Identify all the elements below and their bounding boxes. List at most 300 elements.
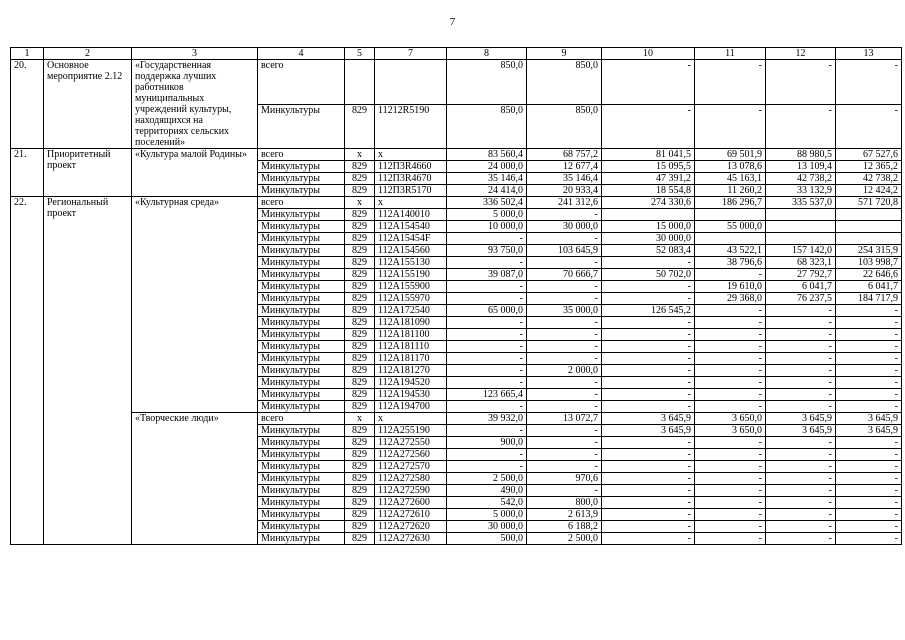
amount-cell: 39 087,0 xyxy=(447,269,527,281)
section-type: Региональный проект xyxy=(44,197,132,545)
amount-cell: 3 645,9 xyxy=(766,425,836,437)
amount-cell: 335 537,0 xyxy=(766,197,836,209)
amount-cell: - xyxy=(836,365,902,377)
amount-cell: - xyxy=(602,281,695,293)
grbs-cell: 829 xyxy=(345,353,375,365)
amount-cell: 10 000,0 xyxy=(447,221,527,233)
amount-cell xyxy=(766,233,836,245)
grbs-cell: 829 xyxy=(345,257,375,269)
kbk-cell: 112A155130 xyxy=(375,257,447,269)
amount-cell: - xyxy=(527,257,602,269)
amount-cell: - xyxy=(527,389,602,401)
grbs-cell: 829 xyxy=(345,173,375,185)
kbk-cell: 112A272560 xyxy=(375,449,447,461)
amount-cell: 3 650,0 xyxy=(695,413,766,425)
amount-cell: - xyxy=(695,317,766,329)
amount-cell: - xyxy=(447,365,527,377)
executor-cell: Минкультуры xyxy=(258,353,345,365)
executor-cell: Минкультуры xyxy=(258,245,345,257)
amount-cell: 20 933,4 xyxy=(527,185,602,197)
amount-cell: 68 757,2 xyxy=(527,149,602,161)
kbk-cell: 112A181090 xyxy=(375,317,447,329)
grbs-cell: 829 xyxy=(345,293,375,305)
executor-cell: Минкультуры xyxy=(258,281,345,293)
amount-cell: - xyxy=(527,317,602,329)
amount-cell: - xyxy=(602,401,695,413)
amount-cell: 76 237,5 xyxy=(766,293,836,305)
kbk-cell: 112A272580 xyxy=(375,473,447,485)
amount-cell: 5 000,0 xyxy=(447,509,527,521)
executor-cell: Минкультуры xyxy=(258,257,345,269)
section-number: 22. xyxy=(11,197,44,545)
amount-cell: - xyxy=(527,293,602,305)
amount-cell: 27 792,7 xyxy=(766,269,836,281)
amount-cell xyxy=(836,209,902,221)
amount-cell: - xyxy=(447,353,527,365)
amount-cell: - xyxy=(766,533,836,545)
kbk-cell: 112A272610 xyxy=(375,509,447,521)
amount-cell: - xyxy=(447,401,527,413)
amount-cell: 970,6 xyxy=(527,473,602,485)
executor-cell: Минкультуры xyxy=(258,269,345,281)
amount-cell: 43 522,1 xyxy=(695,245,766,257)
amount-cell: - xyxy=(695,377,766,389)
amount-cell: - xyxy=(602,60,695,105)
amount-cell: 42 738,2 xyxy=(766,173,836,185)
amount-cell: - xyxy=(695,509,766,521)
amount-cell: 3 645,9 xyxy=(836,425,902,437)
grbs-cell: 829 xyxy=(345,341,375,353)
column-header: 5 xyxy=(345,48,375,60)
executor-cell: Минкультуры xyxy=(258,437,345,449)
amount-cell: - xyxy=(766,353,836,365)
amount-cell: 3 645,9 xyxy=(602,425,695,437)
grbs-cell: 829 xyxy=(345,461,375,473)
amount-cell: - xyxy=(766,461,836,473)
amount-cell: - xyxy=(602,389,695,401)
amount-cell: 103 998,7 xyxy=(836,257,902,269)
project-name: «Культура малой Родины» xyxy=(132,149,258,197)
column-header: 12 xyxy=(766,48,836,60)
amount-cell: 81 041,5 xyxy=(602,149,695,161)
amount-cell: 274 330,6 xyxy=(602,197,695,209)
amount-cell: 186 296,7 xyxy=(695,197,766,209)
amount-cell: 50 702,0 xyxy=(602,269,695,281)
executor-cell: Минкультуры xyxy=(258,161,345,173)
grbs-cell: 829 xyxy=(345,425,375,437)
amount-cell: - xyxy=(527,425,602,437)
amount-cell: - xyxy=(527,401,602,413)
column-header: 9 xyxy=(527,48,602,60)
amount-cell: - xyxy=(602,449,695,461)
grbs-cell: 829 xyxy=(345,329,375,341)
amount-cell: - xyxy=(602,317,695,329)
table-row xyxy=(11,60,902,105)
amount-cell: - xyxy=(695,485,766,497)
amount-cell: - xyxy=(602,365,695,377)
amount-cell: - xyxy=(695,449,766,461)
amount-cell: - xyxy=(836,509,902,521)
amount-cell: 88 980,5 xyxy=(766,149,836,161)
section-number: 20. xyxy=(11,60,44,149)
amount-cell: 18 554,8 xyxy=(602,185,695,197)
grbs-cell: 829 xyxy=(345,449,375,461)
amount-cell: - xyxy=(527,485,602,497)
grbs-cell: 829 xyxy=(345,437,375,449)
table-row xyxy=(11,149,902,161)
executor-cell: Минкультуры xyxy=(258,521,345,533)
amount-cell: - xyxy=(766,317,836,329)
kbk-cell: 112A272590 xyxy=(375,485,447,497)
amount-cell: 157 142,0 xyxy=(766,245,836,257)
amount-cell: - xyxy=(695,341,766,353)
grbs-cell: 829 xyxy=(345,389,375,401)
amount-cell: - xyxy=(527,449,602,461)
amount-cell: - xyxy=(836,473,902,485)
amount-cell: 2 000,0 xyxy=(527,365,602,377)
amount-cell: - xyxy=(836,317,902,329)
amount-cell: 13 072,7 xyxy=(527,413,602,425)
kbk-cell: 112П3R4660 xyxy=(375,161,447,173)
amount-cell: 12 424,2 xyxy=(836,185,902,197)
kbk-cell: 112П3R4670 xyxy=(375,173,447,185)
grbs-cell: х xyxy=(345,413,375,425)
table-body xyxy=(11,48,902,545)
executor-cell: Минкультуры xyxy=(258,365,345,377)
grbs-cell: 829 xyxy=(345,185,375,197)
amount-cell: - xyxy=(527,329,602,341)
header-row xyxy=(11,48,902,60)
amount-cell: - xyxy=(836,60,902,105)
amount-cell: - xyxy=(695,461,766,473)
amount-cell: 29 368,0 xyxy=(695,293,766,305)
amount-cell: - xyxy=(695,533,766,545)
amount-cell: - xyxy=(602,377,695,389)
amount-cell: - xyxy=(836,353,902,365)
grbs-cell: 829 xyxy=(345,473,375,485)
amount-cell: 800,0 xyxy=(527,497,602,509)
amount-cell: - xyxy=(602,521,695,533)
executor-cell: Минкультуры xyxy=(258,233,345,245)
section-type: Приоритетный проект xyxy=(44,149,132,197)
amount-cell: - xyxy=(836,437,902,449)
table-row xyxy=(11,197,902,209)
amount-cell: 24 414,0 xyxy=(447,185,527,197)
executor-cell: Минкультуры xyxy=(258,209,345,221)
column-header: 7 xyxy=(375,48,447,60)
executor-cell: Минкультуры xyxy=(258,461,345,473)
amount-cell: 6 188,2 xyxy=(527,521,602,533)
amount-cell: 123 665,4 xyxy=(447,389,527,401)
project-name: «Государственная поддержка лучших работников муниципальных учреждений культуры, находящихся на территориях сельских поселений» xyxy=(132,60,258,149)
amount-cell: 39 932,0 xyxy=(447,413,527,425)
amount-cell: - xyxy=(766,377,836,389)
amount-cell: - xyxy=(766,485,836,497)
amount-cell: - xyxy=(766,449,836,461)
project-name: «Творческие люди» xyxy=(132,413,258,545)
column-header: 8 xyxy=(447,48,527,60)
amount-cell: - xyxy=(527,437,602,449)
column-header: 10 xyxy=(602,48,695,60)
amount-cell: 11 260,2 xyxy=(695,185,766,197)
amount-cell: - xyxy=(602,473,695,485)
amount-cell: 13 109,4 xyxy=(766,161,836,173)
amount-cell: 33 132,9 xyxy=(766,185,836,197)
kbk-cell: 112A15454F xyxy=(375,233,447,245)
amount-cell: - xyxy=(695,437,766,449)
executor-cell: Минкультуры xyxy=(258,104,345,149)
grbs-cell: 829 xyxy=(345,221,375,233)
kbk-cell: 112A272620 xyxy=(375,521,447,533)
amount-cell: 500,0 xyxy=(447,533,527,545)
executor-cell: Минкультуры xyxy=(258,317,345,329)
amount-cell: - xyxy=(602,353,695,365)
amount-cell: 35 146,4 xyxy=(447,173,527,185)
amount-cell: - xyxy=(695,305,766,317)
amount-cell: - xyxy=(836,305,902,317)
amount-cell: - xyxy=(766,473,836,485)
amount-cell: 3 645,9 xyxy=(836,413,902,425)
amount-cell: - xyxy=(447,461,527,473)
amount-cell: 83 560,4 xyxy=(447,149,527,161)
amount-cell: - xyxy=(695,497,766,509)
amount-cell: - xyxy=(602,104,695,149)
amount-cell: - xyxy=(602,509,695,521)
budget-table xyxy=(10,47,902,545)
amount-cell xyxy=(766,209,836,221)
executor-cell: Минкультуры xyxy=(258,341,345,353)
column-header: 2 xyxy=(44,48,132,60)
amount-cell: 3 645,9 xyxy=(602,413,695,425)
project-name: «Культурная среда» xyxy=(132,197,258,413)
executor-cell: Минкультуры xyxy=(258,293,345,305)
kbk-cell: 112A181110 xyxy=(375,341,447,353)
amount-cell: - xyxy=(447,281,527,293)
amount-cell: - xyxy=(447,449,527,461)
amount-cell: 5 000,0 xyxy=(447,209,527,221)
column-header: 4 xyxy=(258,48,345,60)
amount-cell: - xyxy=(836,401,902,413)
amount-cell: - xyxy=(695,329,766,341)
amount-cell: - xyxy=(836,521,902,533)
amount-cell: 38 796,6 xyxy=(695,257,766,269)
grbs-cell: 829 xyxy=(345,233,375,245)
kbk-cell: 112A155900 xyxy=(375,281,447,293)
amount-cell: - xyxy=(695,365,766,377)
grbs-cell: 829 xyxy=(345,245,375,257)
grbs-cell: 829 xyxy=(345,377,375,389)
amount-cell: 55 000,0 xyxy=(695,221,766,233)
amount-cell: - xyxy=(766,509,836,521)
kbk-cell: х xyxy=(375,413,447,425)
amount-cell: - xyxy=(447,233,527,245)
section-type: Основное мероприятие 2.12 xyxy=(44,60,132,149)
amount-cell: - xyxy=(836,461,902,473)
amount-cell: 542,0 xyxy=(447,497,527,509)
kbk-cell: 112A140010 xyxy=(375,209,447,221)
amount-cell: 42 738,2 xyxy=(836,173,902,185)
grbs-cell: 829 xyxy=(345,401,375,413)
executor-cell: Минкультуры xyxy=(258,221,345,233)
amount-cell: 850,0 xyxy=(527,60,602,105)
amount-cell: 241 312,6 xyxy=(527,197,602,209)
kbk-cell: 112A172540 xyxy=(375,305,447,317)
amount-cell: 850,0 xyxy=(447,104,527,149)
amount-cell: 2 613,9 xyxy=(527,509,602,521)
amount-cell xyxy=(602,209,695,221)
kbk-cell: 112A194700 xyxy=(375,401,447,413)
executor-cell: Минкультуры xyxy=(258,185,345,197)
amount-cell: 850,0 xyxy=(447,60,527,105)
amount-cell: 254 315,9 xyxy=(836,245,902,257)
amount-cell: - xyxy=(766,60,836,105)
amount-cell: - xyxy=(447,341,527,353)
amount-cell: - xyxy=(527,461,602,473)
amount-cell: - xyxy=(695,521,766,533)
amount-cell: 13 078,6 xyxy=(695,161,766,173)
executor-cell: Минкультуры xyxy=(258,305,345,317)
grbs-cell: 829 xyxy=(345,485,375,497)
kbk-cell: 112A272570 xyxy=(375,461,447,473)
grbs-cell: 829 xyxy=(345,365,375,377)
amount-cell: - xyxy=(602,461,695,473)
executor-cell: Минкультуры xyxy=(258,533,345,545)
amount-cell: 6 041,7 xyxy=(836,281,902,293)
amount-cell: 571 720,8 xyxy=(836,197,902,209)
amount-cell: - xyxy=(836,497,902,509)
amount-cell: 103 645,9 xyxy=(527,245,602,257)
column-header: 11 xyxy=(695,48,766,60)
amount-cell: 45 163,1 xyxy=(695,173,766,185)
amount-cell: 30 000,0 xyxy=(447,521,527,533)
grbs-cell: 829 xyxy=(345,497,375,509)
amount-cell: - xyxy=(836,449,902,461)
amount-cell: - xyxy=(766,497,836,509)
amount-cell: - xyxy=(527,281,602,293)
amount-cell: 490,0 xyxy=(447,485,527,497)
executor-cell: Минкультуры xyxy=(258,389,345,401)
amount-cell: - xyxy=(836,329,902,341)
amount-cell: 65 000,0 xyxy=(447,305,527,317)
executor-cell: всего xyxy=(258,149,345,161)
executor-cell: Минкультуры xyxy=(258,473,345,485)
grbs-cell: 829 xyxy=(345,509,375,521)
amount-cell: 70 666,7 xyxy=(527,269,602,281)
amount-cell: 30 000,0 xyxy=(527,221,602,233)
amount-cell: - xyxy=(695,60,766,105)
grbs-cell: 829 xyxy=(345,209,375,221)
amount-cell: - xyxy=(836,533,902,545)
amount-cell: 93 750,0 xyxy=(447,245,527,257)
kbk-cell: 112A194520 xyxy=(375,377,447,389)
grbs-cell: 829 xyxy=(345,269,375,281)
amount-cell: - xyxy=(447,425,527,437)
kbk-cell: 112A181170 xyxy=(375,353,447,365)
amount-cell: 68 323,1 xyxy=(766,257,836,269)
kbk-cell: 11212R5190 xyxy=(375,104,447,149)
amount-cell: 67 527,6 xyxy=(836,149,902,161)
amount-cell: 30 000,0 xyxy=(602,233,695,245)
kbk-cell: 112A272630 xyxy=(375,533,447,545)
amount-cell: - xyxy=(695,401,766,413)
kbk-cell: 112A181270 xyxy=(375,365,447,377)
amount-cell: - xyxy=(695,389,766,401)
executor-cell: Минкультуры xyxy=(258,425,345,437)
amount-cell: - xyxy=(602,257,695,269)
amount-cell: 15 000,0 xyxy=(602,221,695,233)
amount-cell: - xyxy=(602,485,695,497)
amount-cell: - xyxy=(602,497,695,509)
kbk-cell: 112A181100 xyxy=(375,329,447,341)
kbk-cell: х xyxy=(375,149,447,161)
amount-cell: 126 545,2 xyxy=(602,305,695,317)
amount-cell: - xyxy=(766,305,836,317)
executor-cell: Минкультуры xyxy=(258,173,345,185)
amount-cell: - xyxy=(527,233,602,245)
amount-cell: - xyxy=(836,389,902,401)
kbk-cell: х xyxy=(375,197,447,209)
amount-cell: 35 146,4 xyxy=(527,173,602,185)
amount-cell: - xyxy=(695,104,766,149)
grbs-cell: 829 xyxy=(345,281,375,293)
amount-cell: 22 646,6 xyxy=(836,269,902,281)
amount-cell: - xyxy=(766,521,836,533)
amount-cell: 15 095,5 xyxy=(602,161,695,173)
amount-cell: - xyxy=(527,341,602,353)
kbk-cell: 112A272550 xyxy=(375,437,447,449)
amount-cell: - xyxy=(447,257,527,269)
grbs-cell: х xyxy=(345,149,375,161)
amount-cell: 336 502,4 xyxy=(447,197,527,209)
amount-cell: 900,0 xyxy=(447,437,527,449)
executor-cell: Минкультуры xyxy=(258,485,345,497)
executor-cell: Минкультуры xyxy=(258,449,345,461)
column-header: 13 xyxy=(836,48,902,60)
amount-cell: - xyxy=(602,533,695,545)
executor-cell: всего xyxy=(258,413,345,425)
amount-cell: 2 500,0 xyxy=(527,533,602,545)
amount-cell: - xyxy=(766,341,836,353)
grbs-cell: 829 xyxy=(345,104,375,149)
executor-cell: Минкультуры xyxy=(258,497,345,509)
amount-cell: - xyxy=(602,329,695,341)
amount-cell: - xyxy=(766,389,836,401)
amount-cell xyxy=(695,233,766,245)
amount-cell: - xyxy=(695,269,766,281)
amount-cell: 850,0 xyxy=(527,104,602,149)
amount-cell: - xyxy=(836,377,902,389)
amount-cell: 12 365,2 xyxy=(836,161,902,173)
amount-cell: 3 650,0 xyxy=(695,425,766,437)
grbs-cell xyxy=(345,60,375,105)
kbk-cell: 112A154540 xyxy=(375,221,447,233)
amount-cell: - xyxy=(766,437,836,449)
amount-cell: 2 500,0 xyxy=(447,473,527,485)
executor-cell: Минкультуры xyxy=(258,509,345,521)
kbk-cell: 112A154560 xyxy=(375,245,447,257)
amount-cell: - xyxy=(766,329,836,341)
amount-cell: 184 717,9 xyxy=(836,293,902,305)
executor-cell: всего xyxy=(258,197,345,209)
amount-cell: - xyxy=(602,293,695,305)
amount-cell: 69 501,9 xyxy=(695,149,766,161)
kbk-cell: 112A155190 xyxy=(375,269,447,281)
executor-cell: Минкультуры xyxy=(258,377,345,389)
amount-cell: - xyxy=(527,353,602,365)
amount-cell: 3 645,9 xyxy=(766,413,836,425)
grbs-cell: 829 xyxy=(345,317,375,329)
amount-cell: - xyxy=(836,104,902,149)
